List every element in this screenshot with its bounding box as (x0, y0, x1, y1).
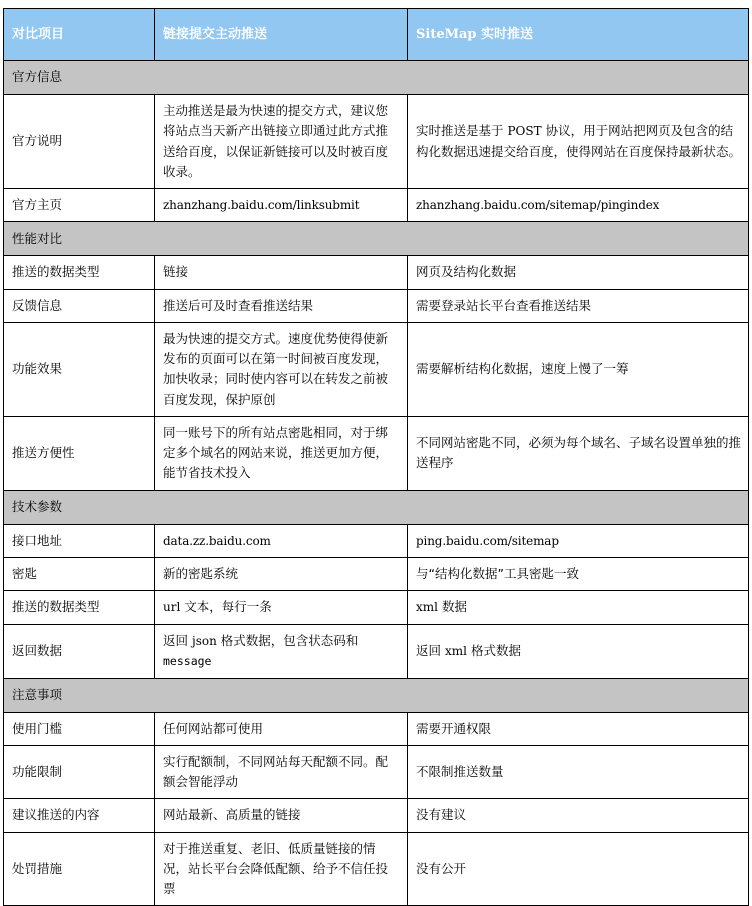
cell-value-linksubmit: 对于推送重复、老旧、低质量链接的情况，站长平台会降低配额、给予不信任投票 (155, 832, 408, 906)
cell-value-sitemap: 返回 xml 格式数据 (408, 624, 749, 678)
table-row (4, 95, 749, 189)
section-title: 性能对比 (4, 222, 749, 256)
section-header-row (4, 678, 749, 712)
table-row (4, 624, 749, 678)
table-row (4, 256, 749, 289)
cell-value-sitemap: 需要解析结构化数据，速度上慢了一筹 (408, 322, 749, 416)
row-label: 官方说明 (4, 95, 155, 189)
table-row (4, 712, 749, 745)
cell-value-sitemap: 实时推送是基于 POST 协议，用于网站把网页及包含的结构化数据迅速提交给百度，使得网站在百度保持最新状态。 (408, 95, 749, 189)
table-row (4, 558, 749, 591)
row-label: 密匙 (4, 558, 155, 591)
row-label: 处罚措施 (4, 832, 155, 906)
cell-value-linksubmit: 实行配额制，不同网站每天配额不同。配额会智能浮动 (155, 745, 408, 799)
table-row (4, 832, 749, 906)
table-row (4, 189, 749, 222)
cell-value-linksubmit: zhanzhang.baidu.com/linksubmit (155, 189, 408, 222)
row-label: 反馈信息 (4, 289, 155, 322)
section-title: 注意事项 (4, 678, 749, 712)
cell-value-linksubmit: 新的密匙系统 (155, 558, 408, 591)
row-label: 功能效果 (4, 322, 155, 416)
cell-value-linksubmit: 网站最新、高质量的链接 (155, 799, 408, 832)
cell-value-linksubmit: 推送后可及时查看推送结果 (155, 289, 408, 322)
table-row (4, 799, 749, 832)
table-row (4, 524, 749, 557)
row-label: 使用门槛 (4, 712, 155, 745)
section-title: 官方信息 (4, 61, 749, 95)
column-header-1: 对比项目 (4, 9, 155, 61)
section-header-row (4, 61, 749, 95)
cell-value-sitemap: 需要开通权限 (408, 712, 749, 745)
section-header-row (4, 222, 749, 256)
cell-value-sitemap: xml 数据 (408, 591, 749, 624)
table-row (4, 289, 749, 322)
cell-value-linksubmit: 任何网站都可使用 (155, 712, 408, 745)
row-label: 推送的数据类型 (4, 591, 155, 624)
row-label: 建议推送的内容 (4, 799, 155, 832)
section-header-row (4, 490, 749, 524)
table-row (4, 591, 749, 624)
cell-value-sitemap: zhanzhang.baidu.com/sitemap/pingindex (408, 189, 749, 222)
cell-value-sitemap: 与“结构化数据”工具密匙一致 (408, 558, 749, 591)
table-header-row (4, 9, 749, 61)
cell-value-linksubmit: 链接 (155, 256, 408, 289)
row-label: 接口地址 (4, 524, 155, 557)
row-label: 推送的数据类型 (4, 256, 155, 289)
column-header-3: SiteMap 实时推送 (408, 9, 749, 61)
cell-value-linksubmit: 同一账号下的所有站点密匙相同，对于绑定多个域名的网站来说，推送更加方便，能节省技术投入 (155, 416, 408, 490)
comparison-table-container (3, 8, 748, 906)
column-header-2: 链接提交主动推送 (155, 9, 408, 61)
table-row (4, 322, 749, 416)
row-label: 推送方便性 (4, 416, 155, 490)
cell-value-linksubmit: url 文本，每行一条 (155, 591, 408, 624)
row-label: 返回数据 (4, 624, 155, 678)
cell-value-linksubmit: 最为快速的提交方式。速度优势使得使新发布的页面可以在第一时间被百度发现，加快收录；同时使内容可以在转发之前被百度发现，保护原创 (155, 322, 408, 416)
row-label: 功能限制 (4, 745, 155, 799)
cell-value-sitemap: 不同网站密匙不同，必须为每个域名、子域名设置单独的推送程序 (408, 416, 749, 490)
table-row (4, 416, 749, 490)
section-title: 技术参数 (4, 490, 749, 524)
cell-value-sitemap: 网页及结构化数据 (408, 256, 749, 289)
cell-value-sitemap: 需要登录站长平台查看推送结果 (408, 289, 749, 322)
cell-value-sitemap: 没有建议 (408, 799, 749, 832)
cell-value-linksubmit: data.zz.baidu.com (155, 524, 408, 557)
comparison-table (3, 8, 749, 906)
table-row (4, 745, 749, 799)
cell-value-sitemap: ping.baidu.com/sitemap (408, 524, 749, 557)
cell-value-sitemap: 没有公开 (408, 832, 749, 906)
row-label: 官方主页 (4, 189, 155, 222)
cell-value-linksubmit: 主动推送是最为快速的提交方式，建议您将站点当天新产出链接立即通过此方式推送给百度，以保证新链接可以及时被百度收录。 (155, 95, 408, 189)
cell-value-sitemap: 不限制推送数量 (408, 745, 749, 799)
cell-value-linksubmit: 返回 json 格式数据，包含状态码和 message (155, 624, 408, 678)
